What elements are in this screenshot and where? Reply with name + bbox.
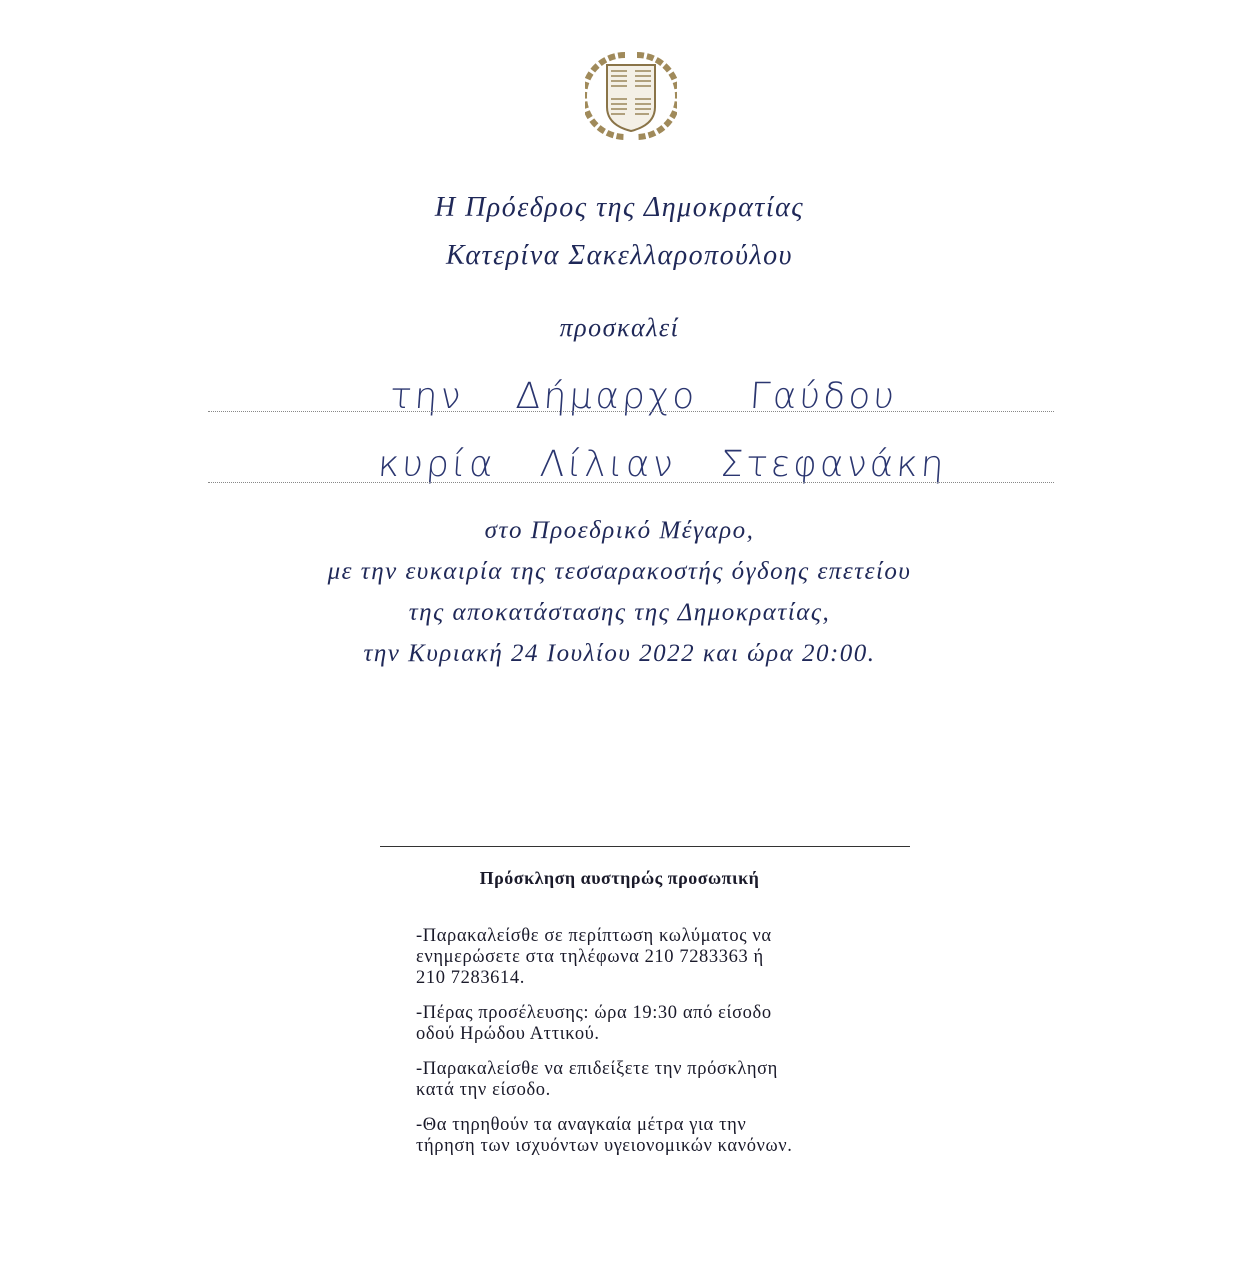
body-line: την Κυριακή 24 Ιουλίου 2022 και ώρα 20:00.	[363, 640, 876, 667]
note-item: -Πέρας προσέλευσης: ώρα 19:30 από είσοδο οδού Ηρώδου Αττικού.	[416, 1003, 772, 1044]
divider	[380, 846, 910, 847]
handwritten-recipient-name: κυρία Λίλιαν Στεφανάκη	[376, 444, 949, 485]
body-line: της αποκατάστασης της Δημοκρατίας,	[408, 599, 831, 626]
body-line: στο Προεδρικό Μέγαρο,	[484, 517, 755, 544]
coat-of-arms-emblem	[585, 45, 677, 145]
invites-text: προσκαλεί	[559, 313, 680, 342]
body-line: με την ευκαιρία της τεσσαρακοστής όγδοης επετείου	[327, 558, 912, 585]
notes-list	[416, 926, 876, 1171]
dotted-line	[208, 482, 1054, 483]
handwritten-recipient-title: την Δήμαρχο Γαύδου	[388, 376, 899, 417]
note-item: -Παρακαλείσθε να επιδείξετε την πρόσκληση κατά την είσοδο.	[416, 1059, 778, 1100]
president-name: Κατερίνα Σακελλαροπούλου	[445, 240, 794, 271]
note-item: -Παρακαλείσθε σε περίπτωση κωλύματος να ενημερώσετε στα τηλέφωνα 210 7283363 ή 210 7283614.	[416, 926, 772, 988]
president-title: Η Πρόεδρος της Δημοκρατίας	[434, 192, 805, 223]
note-item: -Θα τηρηθούν τα αναγκαία μέτρα για την τήρηση των ισχυόντων υγειονομικών κανόνων.	[416, 1115, 793, 1156]
strictly-personal-heading: Πρόσκληση αυστηρώς προσωπική	[479, 868, 760, 888]
dotted-line	[208, 411, 1054, 412]
